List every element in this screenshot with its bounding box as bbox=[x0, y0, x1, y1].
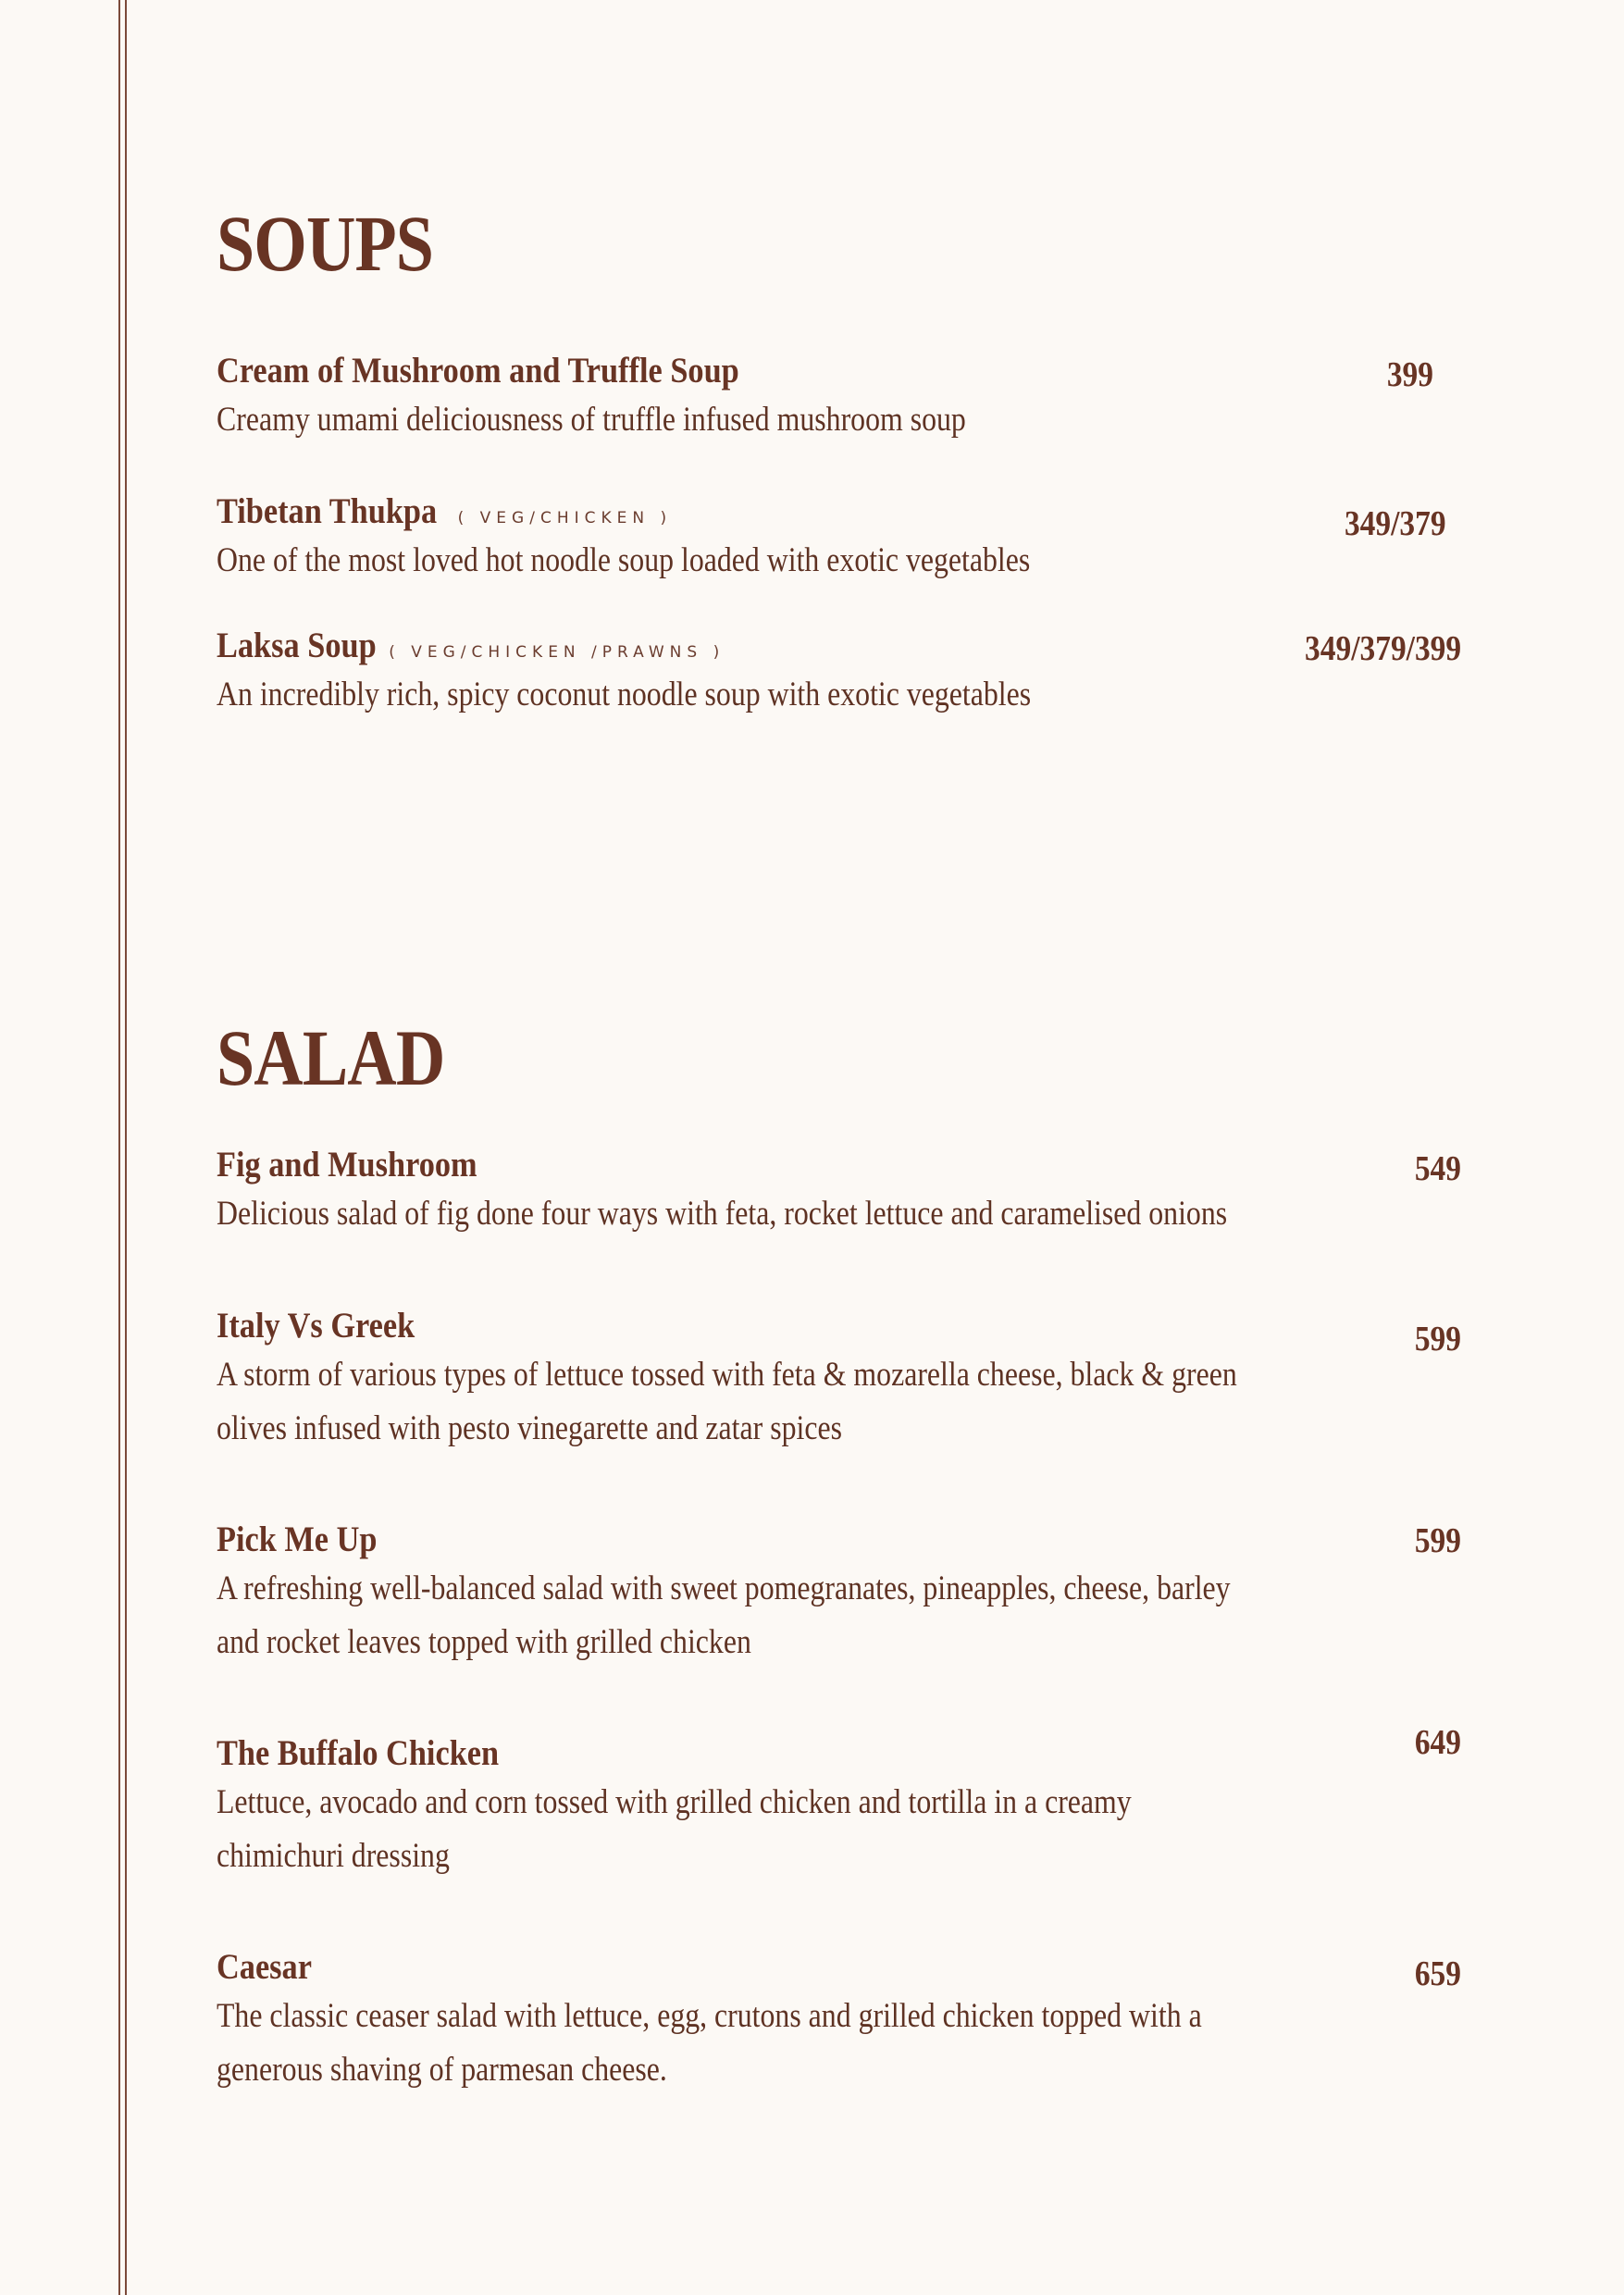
description-line: A storm of various types of lettuce tossed with feta & mozarella cheese, black & green bbox=[217, 1355, 1237, 1394]
menu-item bbox=[217, 490, 1466, 588]
item-price: 649 bbox=[1414, 1723, 1461, 1762]
menu-item bbox=[217, 1519, 1466, 1669]
description-line: The classic ceaser salad with lettuce, egg, crutons and grilled chicken topped with a bbox=[217, 1996, 1202, 2035]
item-price: 659 bbox=[1414, 1954, 1461, 1993]
menu-item bbox=[217, 1946, 1466, 2097]
item-name: Italy Vs Greek bbox=[217, 1306, 415, 1346]
description-line: Lettuce, avocado and corn tossed with grilled chicken and tortilla in a creamy bbox=[217, 1782, 1132, 1821]
page-border-line bbox=[125, 0, 127, 2295]
item-name: The Buffalo Chicken bbox=[217, 1733, 500, 1773]
menu-item bbox=[217, 1144, 1466, 1241]
item-name: Fig and Mushroom bbox=[217, 1145, 477, 1185]
item-price: 349/379 bbox=[1345, 504, 1446, 543]
description-line: olives infused with pesto vinegarette and zatar spices bbox=[217, 1408, 842, 1447]
item-name: Caesar bbox=[217, 1947, 312, 1987]
menu-item bbox=[217, 1305, 1466, 1456]
item-variant: ( VEG/CHICKEN /PRAWNS ) bbox=[389, 643, 725, 662]
item-description bbox=[217, 1776, 1458, 1883]
item-description bbox=[217, 1348, 1458, 1456]
item-name: Pick Me Up bbox=[217, 1520, 378, 1559]
menu-item bbox=[217, 625, 1466, 722]
menu-item bbox=[217, 350, 1466, 447]
description-line: chimichuri dressing bbox=[217, 1836, 450, 1875]
description-line: and rocket leaves topped with grilled chicken bbox=[217, 1622, 751, 1661]
item-name: Tibetan Thukpa bbox=[217, 491, 438, 531]
item-description bbox=[217, 1562, 1458, 1669]
item-description: Delicious salad of fig done four ways with feta, rocket lettuce and caramelised onions bbox=[217, 1194, 1228, 1233]
item-name: Cream of Mushroom and Truffle Soup bbox=[217, 351, 739, 391]
description-line: generous shaving of parmesan cheese. bbox=[217, 2050, 667, 2089]
item-price: 399 bbox=[1386, 355, 1433, 394]
item-variant: ( VEG/CHICKEN ) bbox=[457, 509, 673, 527]
item-price: 599 bbox=[1414, 1521, 1461, 1560]
menu-item bbox=[217, 1732, 1466, 1883]
section-title-salad: SALAD bbox=[217, 1013, 445, 1102]
item-description: An incredibly rich, spicy coconut noodle soup with exotic vegetables bbox=[217, 675, 1032, 713]
section-title-soups: SOUPS bbox=[217, 199, 434, 288]
item-price: 599 bbox=[1414, 1320, 1461, 1358]
item-price: 349/379/399 bbox=[1304, 629, 1461, 668]
item-description: Creamy umami deliciousness of truffle infused mushroom soup bbox=[217, 400, 966, 439]
item-description bbox=[217, 1990, 1458, 2097]
page-border-line bbox=[118, 0, 120, 2295]
item-price: 549 bbox=[1414, 1149, 1461, 1188]
item-description: One of the most loved hot noodle soup loaded with exotic vegetables bbox=[217, 540, 1031, 579]
item-name: Laksa Soup bbox=[217, 626, 377, 665]
description-line: A refreshing well-balanced salad with sweet pomegranates, pineapples, cheese, barley bbox=[217, 1569, 1231, 1607]
